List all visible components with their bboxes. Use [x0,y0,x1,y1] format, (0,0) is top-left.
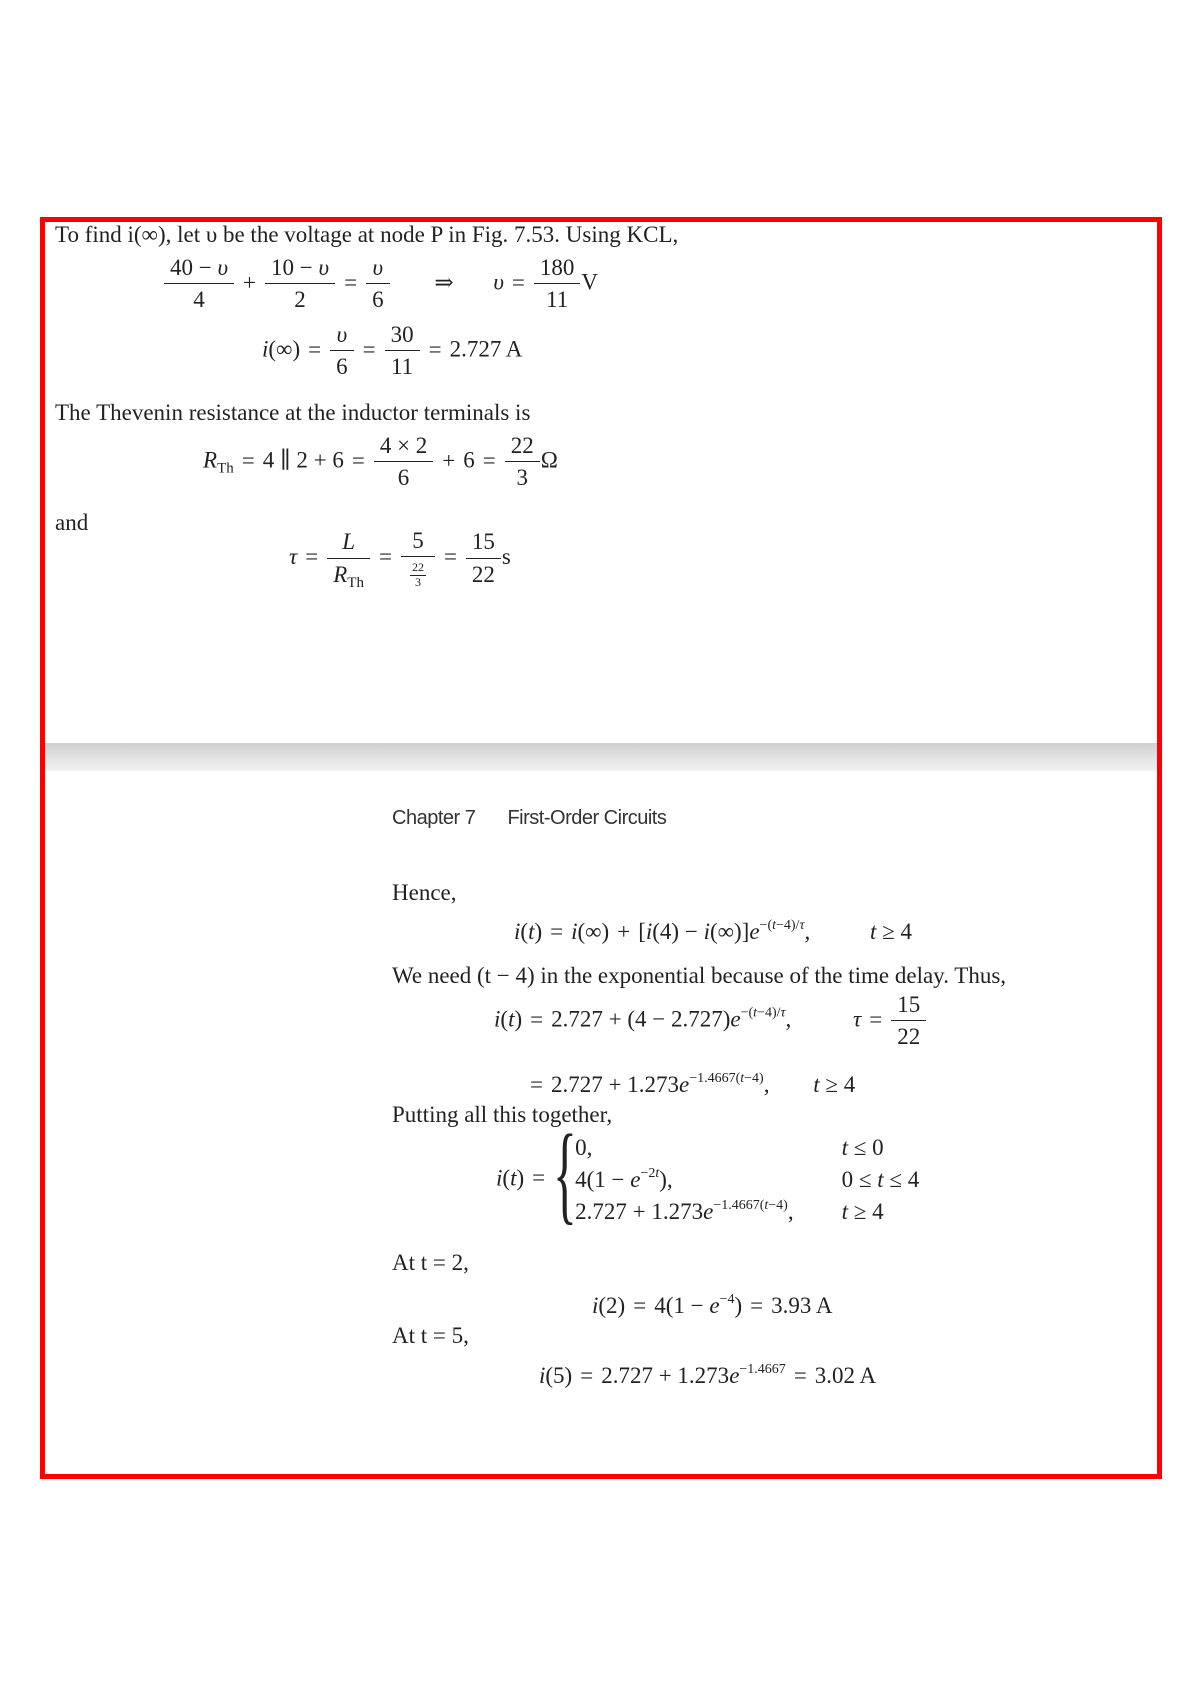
at-t5-text: At t = 5, [392,1323,469,1348]
thevenin-equation: $R_{Th} = 4$ ∥ 2 + 6 = $\frac{4 \times 2}{6}$ + 6 = $\frac{22}{3}$ Ω [203,433,558,491]
thevenin-intro: The Thevenin resistance at the inductor terminals is [55,400,531,425]
header-chapter: Chapter 7 [392,807,476,829]
i2-equation: $i(2) = 4(1 - e^{-4}) = 3.93$ A [592,1292,833,1318]
kcl-equation: $\frac{40 - \upsilon}{4}$ + $\frac{10 - \upsilon}{2}$ = $\frac{\upsilon}{6}$ ⇒ υ = $\frac{180}{11}$ V [163,255,598,314]
header-title: First-Order Circuits [507,807,667,829]
intro-sentence: To find i(∞), let υ be the voltage at node P in Fig. 7.53. Using KCL, [55,222,679,247]
i-infinity-equation: i(∞) = $\frac{\upsilon}{6}$ = $\frac{30}{11}$ = 2.727 A [262,322,523,380]
tau-equation: τ = $\frac{L}{R_{Th}}$ = $\frac{5}{\frac{22}{3}}$ = $\frac{15}{22}$ s [289,528,511,591]
at-t2-text: At t = 2, [392,1250,469,1275]
page-separator [45,743,1157,771]
hence-text: Hence, [392,880,457,905]
general-response-equation: $i(t) = i(\infty) + [i(4) - i(\infty)]e^{-(t-4)/\tau}$, t ≥ 4 [514,918,912,944]
response-equation-simplified: = $2.727 + 1.273e^{-1.4667(t-4)}$, t ≥ 4 [530,1071,856,1097]
i5-equation: $i(5) = 2.727 + 1.273e^{-1.4667} = 3.02$ A [539,1362,877,1388]
running-header [392,807,666,830]
and-word: and [55,510,89,535]
together-text: Putting all this together, [392,1102,613,1127]
delay-note: We need (t − 4) in the exponential because of the time delay. Thus, [392,963,1007,988]
document-frame [40,217,1162,1479]
piecewise-equation: i(t) ={ 0, $4(1 - e^{-2t})$, $2.727 + 1.273e^{-1.4667(t-4)}$, t ≤ 0 0 ≤ t ≤ 4 t ≥ 4 [496,1112,920,1234]
response-equation: $i(t) = 2.727 + (4 - 2.727)e^{-(t-4)/\tau}$, τ = $\frac{15}{22}$ [494,992,927,1051]
